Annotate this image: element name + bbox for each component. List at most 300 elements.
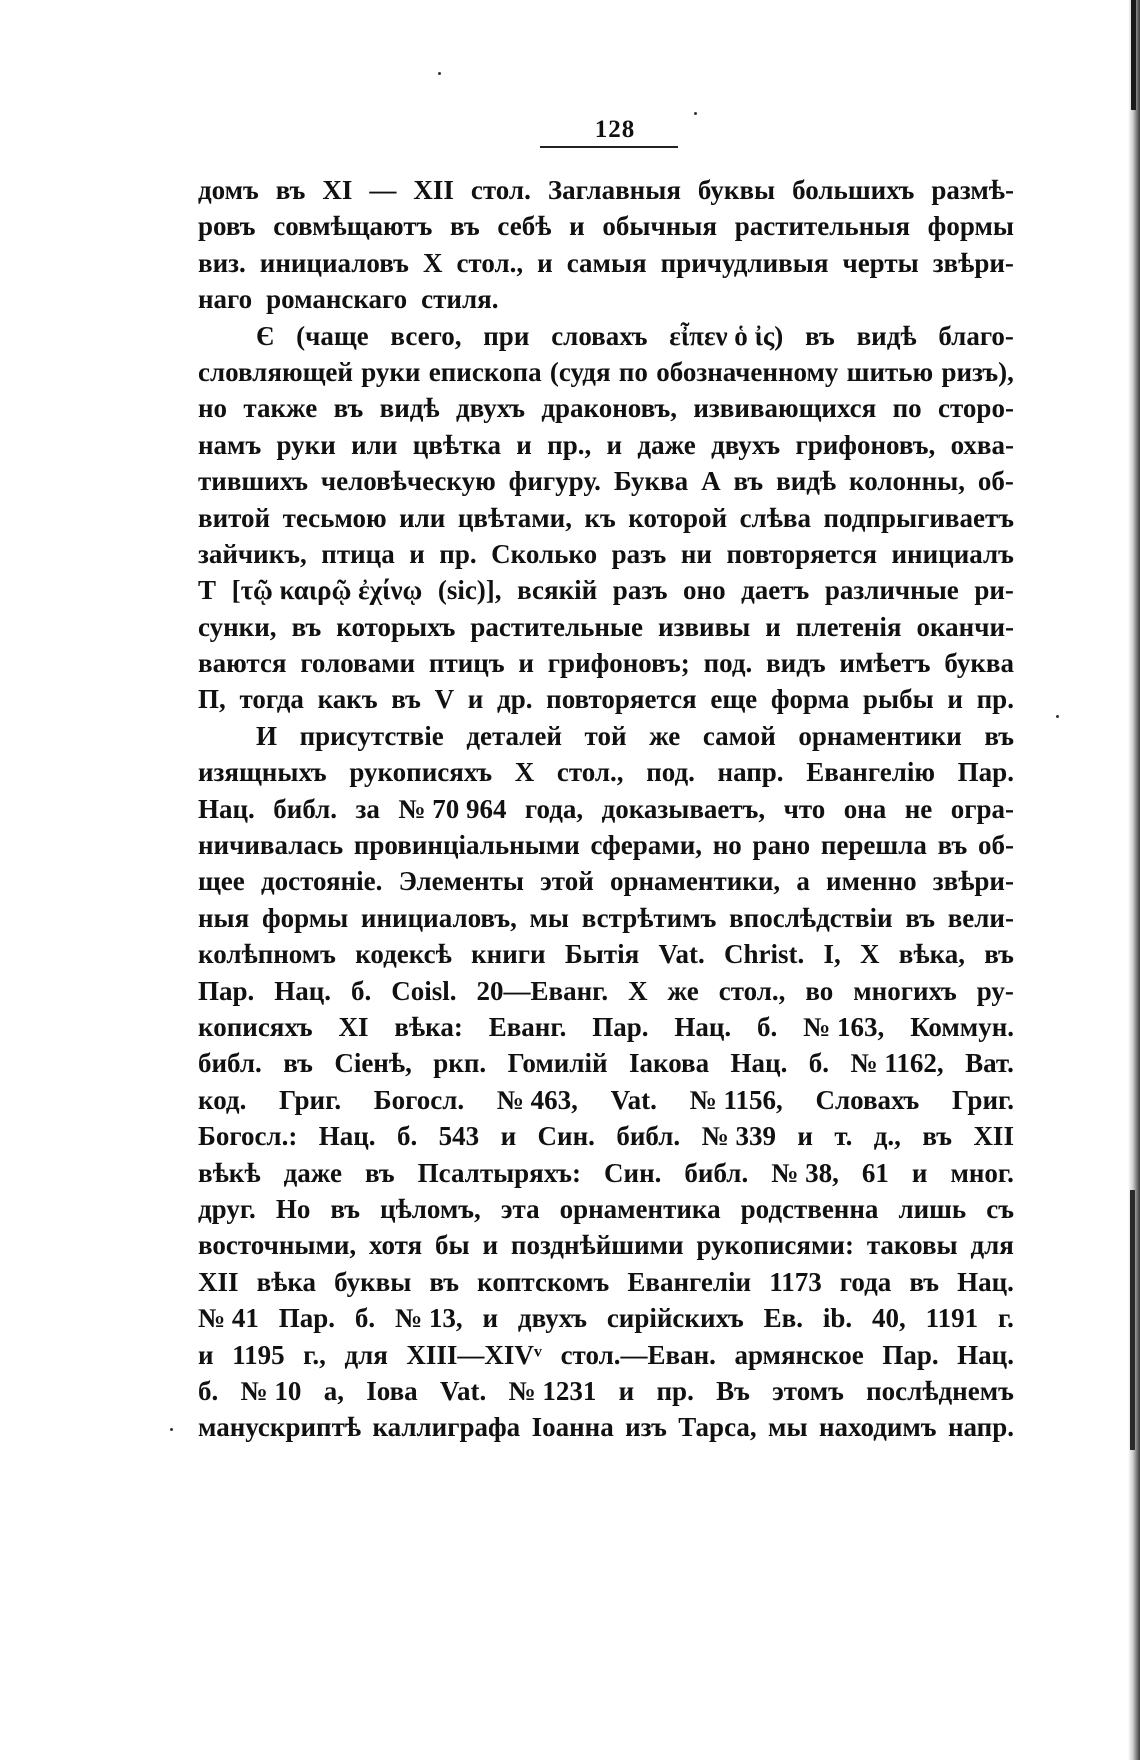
text-word: стол., [718,975,786,1006]
text-word: мног. [950,1157,1014,1188]
text-word: X [514,757,535,788]
text-word: Син. [537,1121,595,1152]
text-word: Син. [604,1157,662,1188]
text-line [198,172,1014,208]
text-line [198,1227,1014,1263]
text-word: буквы [334,1266,412,1297]
text-word: Нац. [957,1339,1014,1370]
text-word: И [256,720,278,751]
text-word: а, [323,1375,344,1406]
text-word: изящныхъ [198,757,327,788]
text-word: наго [198,284,253,315]
text-word: Евангеліи [627,1266,752,1297]
text-word: растительныя [734,211,910,242]
text-word: ваются [198,648,287,679]
page-edge-shadow [1128,0,1140,1760]
text-word: родственна [740,1193,879,1224]
text-word: X [860,939,880,970]
text-word: Пар. [882,1339,939,1370]
text-word: № 1156, [689,1084,783,1115]
text-word: XIII—XIVᵛ [406,1339,543,1370]
text-word: охва- [950,429,1014,460]
text-word: года [839,1266,892,1297]
text-word: двухъ [517,1303,587,1334]
text-word: и [765,611,781,642]
text-word: и [606,429,623,460]
text-word: мы [529,902,570,933]
text-word: Пар. [592,1011,649,1042]
text-word: драконовъ, [541,393,677,424]
text-word: цѣломъ, [380,1193,481,1224]
text-word: библ. [198,1048,262,1079]
text-word: слѣва [739,502,811,533]
text-word: лишь [898,1193,967,1224]
page-number: 128 [594,116,636,143]
text-word: № 41 [198,1303,259,1334]
text-word: и [516,429,532,460]
text-word: [τῷ καιρῷ ἐχίνῳ [231,575,423,606]
text-word: ровъ [198,211,256,242]
text-word: формы [261,902,349,933]
text-word: мы [768,1412,808,1443]
text-word: даже [637,429,696,460]
text-word: шитью [846,356,934,387]
text-word: П, [198,684,226,715]
text-line [198,863,1014,899]
text-word: въ [450,211,480,242]
text-word: къ [584,502,616,533]
text-word: и [947,684,963,715]
text-word: Нац. [674,1011,732,1042]
text-word: въ [364,1157,395,1188]
text-word: Григ. [279,1084,342,1115]
text-word: г. [997,1303,1014,1334]
text-word: еще [710,684,758,715]
text-word: XI [338,1011,369,1042]
text-word: восточными, [198,1230,357,1261]
text-word: б. [808,1048,830,1079]
text-word: 543 [438,1121,480,1152]
text-line [198,1045,1014,1081]
text-word: ib. [822,1303,853,1334]
text-word: (sic)], [437,575,502,606]
text-word: также [243,393,318,424]
text-word: № 463, [496,1084,578,1115]
text-line [198,208,1014,244]
text-word: Т [198,575,217,606]
text-word: пр. [656,1375,694,1406]
text-word: всякій [517,575,598,606]
text-word: Евангелію [806,757,936,788]
text-line [198,1373,1014,1409]
text-word: (судя [549,356,611,387]
text-word: растительные [470,611,643,642]
text-word: Нац. [274,975,332,1006]
text-word: (чаще [296,320,369,351]
text-word: разъ [611,538,667,569]
text-word: ру- [976,975,1014,1006]
text-word: книги [471,939,546,970]
text-word: рукописями: [696,1230,854,1261]
text-word: даже [283,1157,342,1188]
text-word: не [904,793,933,824]
text-word: X [422,247,443,278]
text-word: извивы [658,611,751,642]
text-word: стол. [470,175,531,205]
text-word: но [712,830,742,861]
text-word: двухъ [455,393,525,424]
text-word: словляющей [198,356,353,387]
text-word: и [618,1375,635,1406]
text-word: Коммун. [910,1011,1014,1042]
text-word: плетенія [795,611,902,642]
text-word: послѣднемъ [866,1375,1014,1406]
text-word: по [892,393,922,424]
text-word: она [843,793,887,824]
text-word: встрѣтимъ [581,902,717,933]
text-word: б. [198,1375,219,1406]
text-word: форма [770,684,850,715]
text-word: и [569,211,585,242]
text-word: грифоновъ, [795,429,936,460]
text-word: огра- [950,793,1014,824]
text-word: зайчикъ, [198,538,307,569]
text-word: рукописяхъ [349,757,493,788]
page-number-rule [540,146,678,148]
text-word: стол., [456,247,524,278]
text-word: самой [702,720,776,751]
text-word: въ [733,466,764,497]
text-word: пр. [439,538,477,569]
text-word: которыхъ [336,611,456,642]
text-word: Пар. [957,757,1014,788]
text-word: достояніе. [260,866,383,897]
text-word: № 163, [803,1011,885,1042]
text-word: Сколько [491,538,598,569]
text-word: той [584,720,627,751]
text-word: провинціальными [353,830,580,861]
text-word: Заглавныя [547,175,681,205]
text-word: Нац. [318,1121,376,1152]
text-word: большихъ [792,175,915,205]
text-word: тесьмою [282,502,387,533]
text-word: вѣкѣ [198,1157,261,1188]
text-line [198,354,1014,390]
text-word: Григ. [951,1084,1014,1115]
text-word: XII [413,175,454,205]
text-word: повторяется [726,538,877,569]
page-edge-mark-top [1131,0,1136,110]
text-word: съ [986,1193,1014,1224]
text-word: армянское [734,1339,864,1370]
text-word: колонны, [849,466,965,497]
text-word: различные [824,575,959,606]
text-word: вѣка [256,1266,317,1297]
text-word: Іакова [628,1048,710,1079]
text-word: Бытія [564,939,640,970]
text-word: сферами, [590,830,703,861]
text-word: для [344,1339,388,1370]
text-word: 20—Еванг. [476,975,609,1006]
text-line [198,754,1014,790]
text-word: и [409,538,425,569]
text-word: библ. [616,1121,681,1152]
text-word: руки [361,356,421,387]
text-word: но [198,393,228,424]
text-word: грифоновъ; [547,648,690,679]
text-word: что [783,793,826,824]
text-word: б. [396,1121,418,1152]
text-word: т. [834,1121,853,1152]
text-word: разъ [612,575,668,606]
text-line [198,1191,1014,1227]
text-word: черты [842,247,919,278]
text-word: видѣ [856,320,917,351]
text-word: во [805,975,834,1006]
text-word: птицъ [428,648,505,679]
text-word: таковы [866,1230,958,1261]
text-word: рыбы [863,684,934,715]
text-word: хотя [369,1230,423,1261]
text-word: Vat. [439,1375,487,1406]
text-word: въ [275,175,306,205]
text-word: себѣ [497,211,552,242]
text-word: въ [429,1266,460,1297]
text-line [198,973,1014,1009]
text-word: Іова [366,1375,418,1406]
text-word: 1191 [925,1303,979,1334]
text-word: въ [905,902,935,933]
text-word: въ [330,1193,360,1224]
text-word: 40, [871,1303,906,1334]
text-line [198,245,1014,281]
text-word: Ват. [965,1048,1014,1079]
text-line [198,427,1014,463]
text-word: вѣка: [394,1011,463,1042]
text-word: б. [757,1011,778,1042]
text-word: по [618,356,648,387]
text-word: об- [977,466,1014,497]
text-line [198,1009,1014,1045]
text-word: д., [873,1121,901,1152]
text-line [198,390,1014,426]
text-line [198,281,1014,317]
text-word: звѣри- [932,866,1014,897]
text-word: пр., [547,429,592,460]
text-word: видѣ [379,393,440,424]
text-word: XII [973,1121,1014,1152]
text-word: благо- [938,320,1014,351]
text-line [198,1409,1014,1445]
text-word: сунки, [198,611,277,642]
text-word: Coisl. [391,975,457,1006]
text-word: въ [984,720,1014,751]
text-word: сирійскихъ [606,1303,744,1334]
text-word: бы [435,1230,470,1261]
text-word: совмѣщаютъ [273,211,433,242]
text-word: виз. [198,247,246,278]
text-word: впослѣдствіи [729,902,893,933]
text-line [198,572,1014,608]
text-word: въ [984,939,1014,970]
text-word: Въ [716,1375,750,1406]
text-line [198,936,1014,972]
text-word: стол., [556,757,624,788]
text-word: вѣка, [898,939,965,970]
text-word: въ [283,1048,313,1079]
text-word: года, [524,793,584,824]
text-word: Нац. [957,1266,1014,1297]
text-word: Тарса, [678,1412,757,1443]
text-word: Нац. [198,793,255,824]
text-word: щее [198,866,245,897]
text-word: намъ [198,429,262,460]
text-word: въ [922,1121,953,1152]
ink-speck [170,1428,173,1431]
text-word: для [970,1230,1014,1261]
text-word: въ [937,830,968,861]
text-word: и [797,1121,813,1152]
text-line [198,1264,1014,1300]
text-word: всего, [390,320,462,351]
text-word: № 38, [771,1157,839,1188]
text-word: стиля. [421,284,499,315]
ink-speck [694,112,697,115]
text-word: извивающихся [693,393,877,424]
text-word: цвѣтка [412,429,501,460]
text-word: при [483,320,530,351]
text-word: Vat. [610,1084,657,1115]
text-word: обычныя [602,211,717,242]
text-word: I, [823,939,841,970]
text-word: орнаментики, [609,866,781,897]
text-word: человѣческую [320,466,496,497]
text-line [198,900,1014,936]
text-word: Псалтыряхъ: [417,1157,581,1188]
page-edge-mark-lower [1130,1190,1135,1450]
ink-speck [438,72,441,75]
text-word: инициаловъ [259,247,409,278]
text-word: под. [703,648,753,679]
text-word: друг. [198,1193,256,1224]
text-word: руки [276,429,336,460]
text-line [198,645,1014,681]
text-word: фигуру. [508,466,601,497]
text-word: б. [354,1303,376,1334]
text-word: и [911,1157,928,1188]
text-word: каллиграфа [372,1412,521,1443]
text-word: Vat. [658,939,705,970]
text-word: находимъ [818,1412,937,1443]
text-word: кописяхъ [198,1011,313,1042]
text-line [198,1337,1014,1373]
text-word: V [434,684,455,715]
text-word: ничивалась [198,830,344,861]
text-line [198,681,1014,717]
text-word: и [467,684,484,715]
text-word: оно [683,575,726,606]
text-word: А [701,466,721,497]
text-word: инициаловъ, [360,902,517,933]
text-word: Є [256,320,275,351]
text-word: Іоанна [531,1412,614,1443]
text-line [198,1155,1014,1191]
text-word: этой [540,866,594,897]
text-word: др. [497,684,533,715]
text-line [198,718,1014,754]
text-word: под. [646,757,695,788]
text-word: и [537,247,553,278]
text-word: Сіенѣ, [334,1048,412,1079]
text-word: кодексѣ [355,939,452,970]
text-word: Но [275,1193,311,1224]
text-word: колѣпномъ [198,939,336,970]
text-word: ни [680,538,712,569]
text-word: подпрыгиваетъ [823,502,1014,533]
text-word: или [351,429,398,460]
text-word: орнаментики [798,720,962,751]
text-word: доказываетъ, [601,793,766,824]
text-word: ризъ), [941,356,1014,387]
text-word: стол.—Еван. [560,1339,716,1370]
text-word: именно [826,866,917,897]
text-word: код. [198,1084,247,1115]
text-word: въ [333,393,364,424]
text-word: которой [628,502,728,533]
text-line [198,827,1014,863]
text-word: въ [909,1266,939,1297]
text-word: и [518,648,534,679]
text-word: буквы [697,175,776,205]
text-word: X [628,975,648,1006]
text-word: εἶπεν ὁ ἰς) [669,320,784,351]
text-line [198,791,1014,827]
text-word: 1195 [232,1339,285,1370]
text-word: за [355,793,380,824]
text-word: инициалъ [891,538,1014,569]
text-word: библ. [684,1157,749,1188]
text-word: вели- [947,902,1014,933]
text-line [198,1118,1014,1154]
text-word: № 70 964 [398,793,507,824]
text-word: ныя [198,902,250,933]
text-word: орнаментика [559,1193,721,1224]
text-word: какъ [317,684,378,715]
ink-speck [1056,715,1059,718]
text-word: напр. [717,757,784,788]
text-word: обозначенному [656,356,839,387]
text-word: Гомилій [507,1048,608,1079]
text-word: буква [944,648,1014,679]
text-word: епископа [428,356,542,387]
text-line [198,463,1014,499]
text-word: домъ [198,175,259,205]
text-word: об- [977,830,1014,861]
text-word: перешла [820,830,927,861]
text-word: г., [303,1339,326,1370]
text-word: и [482,1303,499,1334]
text-word: Пар. [198,975,255,1006]
text-word: б. [351,975,372,1006]
text-word: и [198,1339,214,1370]
text-word: напр. [947,1412,1014,1443]
text-word: — [369,175,397,205]
text-word: и [482,1230,499,1261]
text-word: звѣри- [932,247,1014,278]
text-word: даетъ [741,575,810,606]
text-word: тившихъ [198,466,308,497]
text-word: этомъ [772,1375,844,1406]
